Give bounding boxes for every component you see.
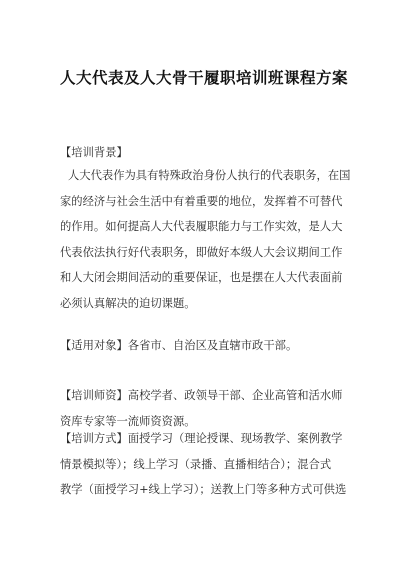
paragraph-line: 人大代表作为具有特殊政治身份人执行的代表职务，在国 xyxy=(68,169,351,182)
paragraph-line: 的作用。如何提高人大代表履职能力与工作实效，是人大 xyxy=(60,220,343,233)
target-audience-paragraph xyxy=(60,333,360,359)
paragraph-line: 资库专家等一流师资资源。 xyxy=(60,414,196,428)
paragraph-line: 代表依法执行好代表职务，即做好本级人大会议期间工作 xyxy=(60,245,343,259)
paragraph-line: 【培训师资】高校学者、政领导干部、企业高管和活水师 xyxy=(60,389,343,402)
paragraph-line: 情景模拟等）；线上学习（录播、直播相结合）；混合式 xyxy=(60,457,332,471)
paragraph-line: 【适用对象】各省市、自治区及直辖市政干部。 xyxy=(60,339,298,352)
document-title: 人大代表及人大骨干履职培训班课程方案 xyxy=(59,68,348,87)
paragraph-line: 和人大闭会期间活动的重要保证，也是摆在人大代表面前 xyxy=(60,271,343,284)
paragraph-line: 家的经济与社会生活中有着重要的地位，发挥着不可替代 xyxy=(60,194,343,208)
section-heading-background: 【培训背景】 xyxy=(60,146,128,159)
paragraph-line: 【培训方式】面授学习（理论授课、现场教学、案例教学 xyxy=(60,432,343,445)
training-methods-paragraph xyxy=(60,426,360,503)
paragraph-line: 必须认真解决的迫切课题。 xyxy=(60,296,196,310)
paragraph-line: 教学（面授学习+线上学习）；送教上门等多种方式可供选 xyxy=(60,483,347,496)
background-paragraph xyxy=(60,163,360,316)
